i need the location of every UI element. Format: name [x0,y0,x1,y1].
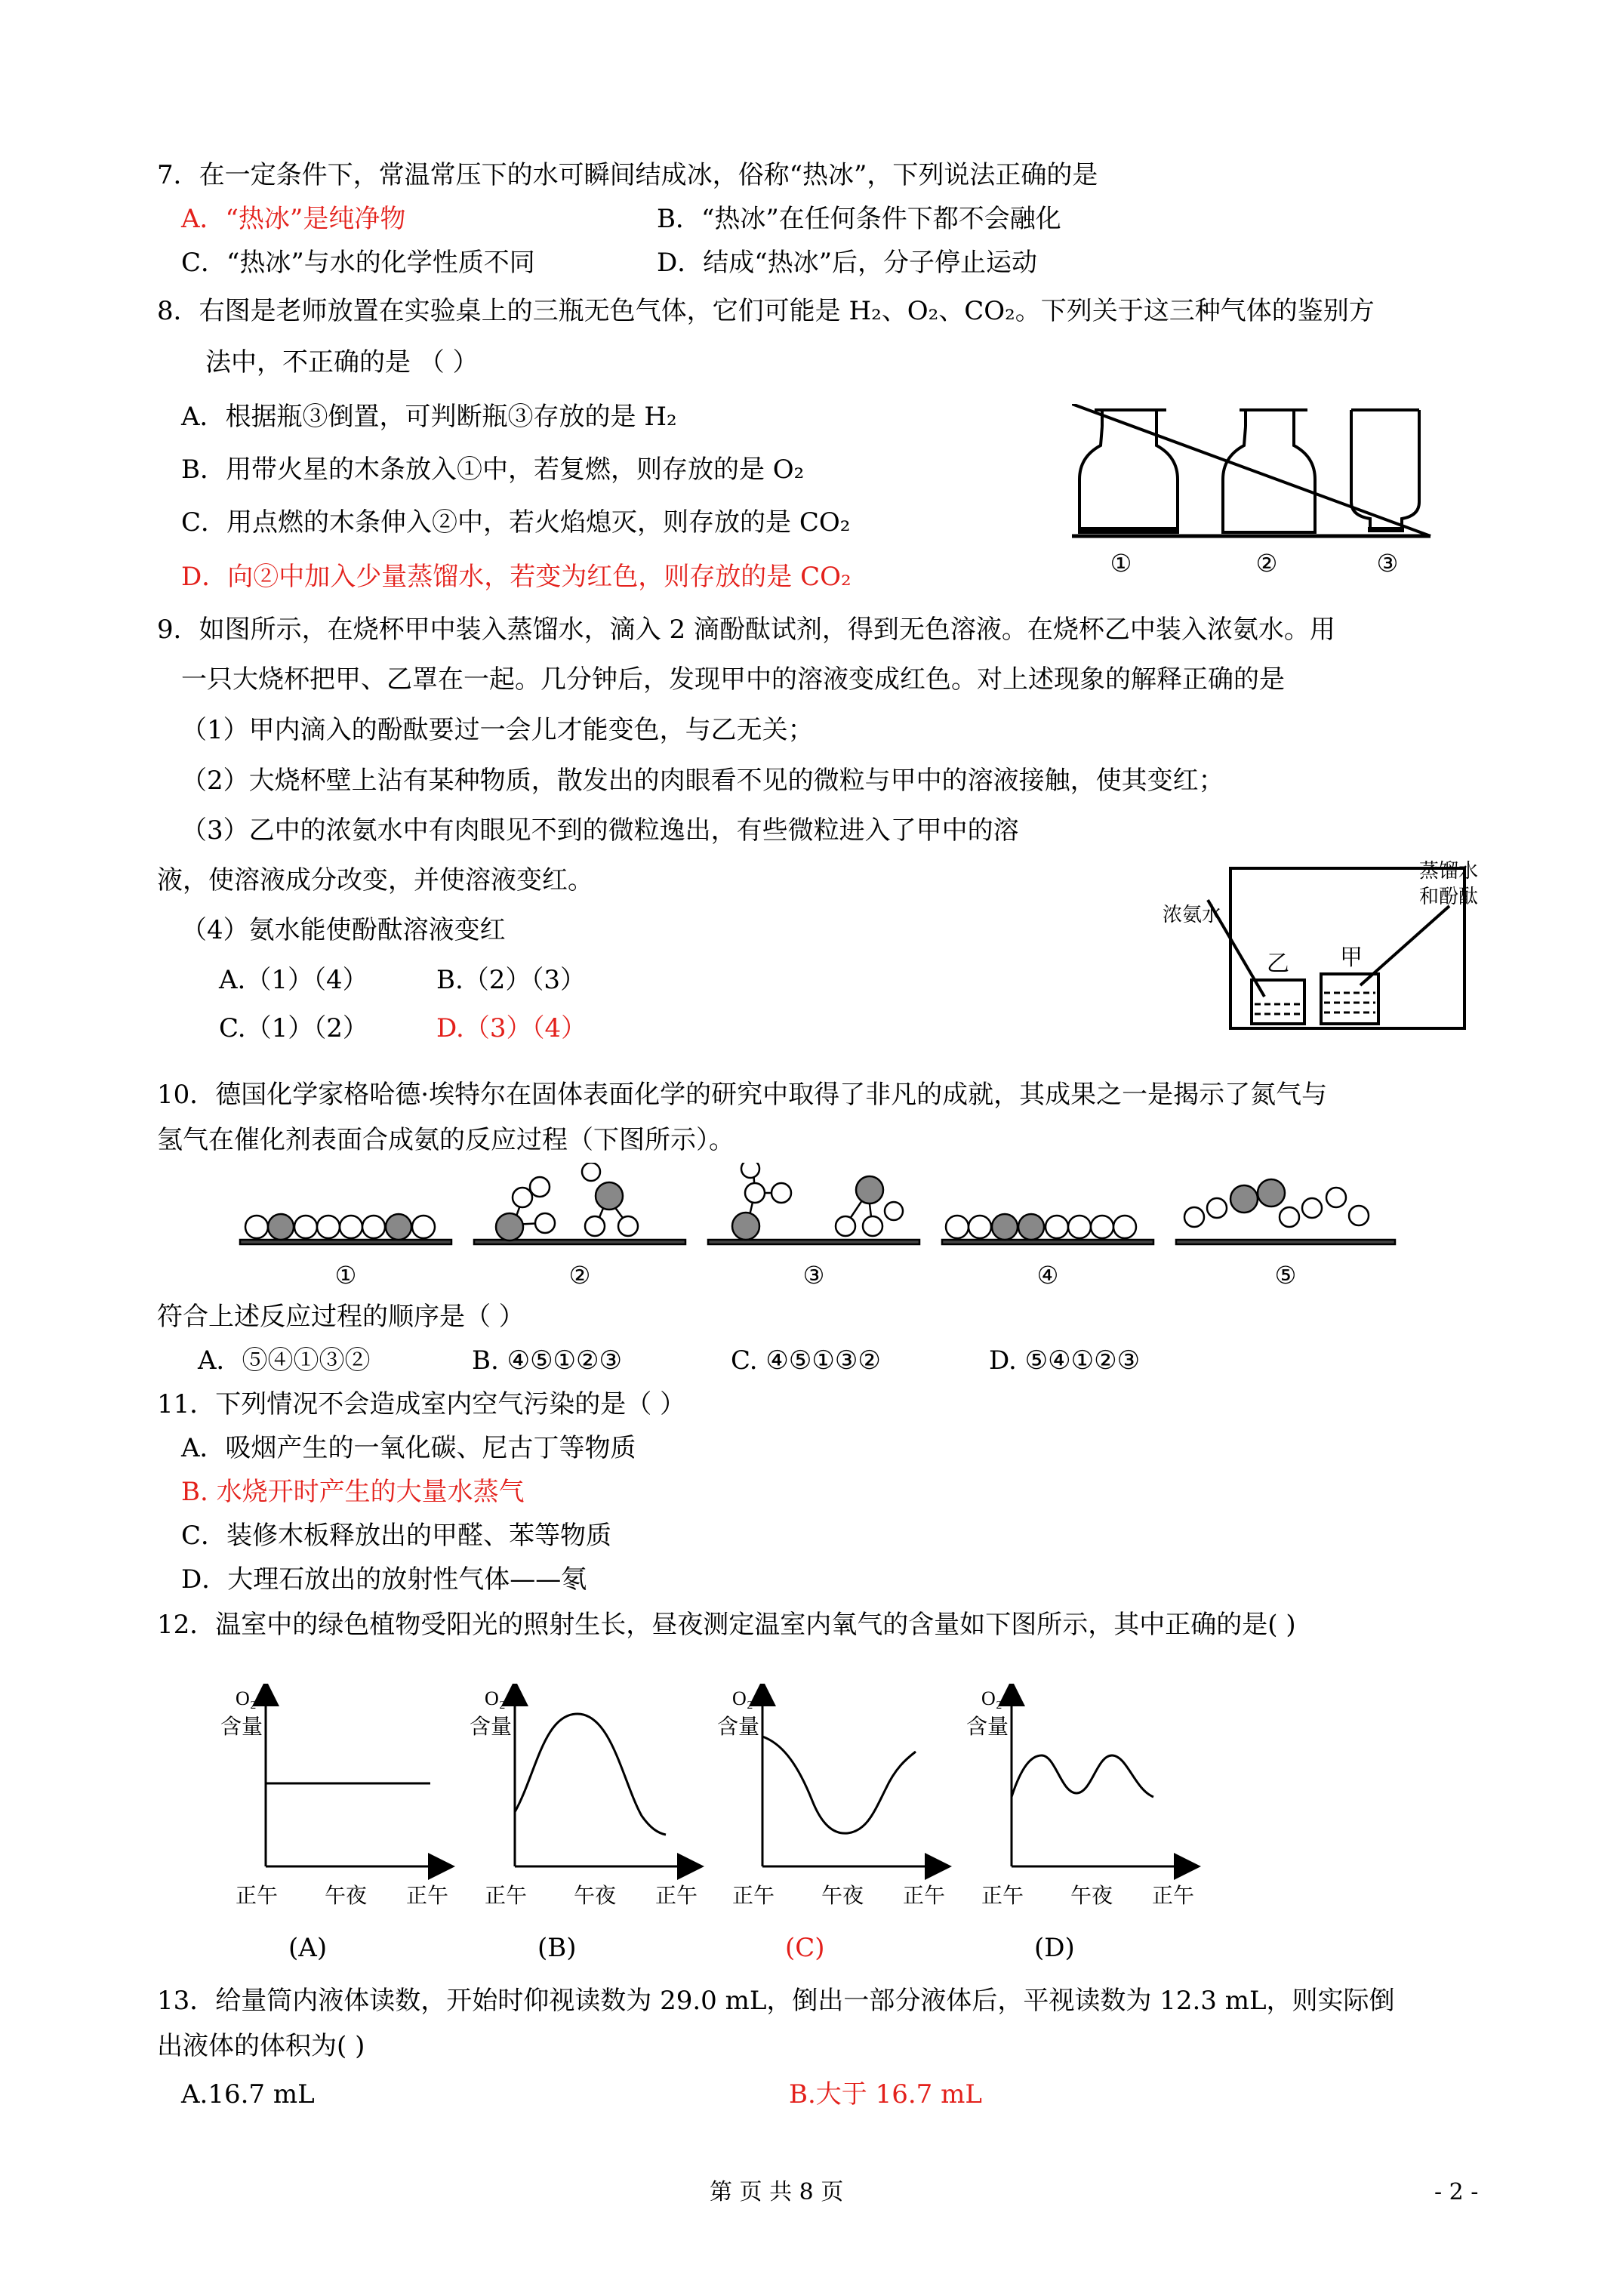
graph-d-xtick-1: 正午 [981,1885,1024,1908]
graph-c-xtick-3: 正午 [902,1885,946,1908]
q7-option-c: C．“热冰”与水的化学性质不同 [181,248,535,278]
q9-option-c: C.（1）（2） [219,1013,368,1043]
graph-b-xtick-1: 正午 [484,1885,528,1908]
stage-label-4: ④ [1036,1261,1059,1290]
label-beaker-jia: 甲 [1340,945,1363,971]
q7-stem: 7．在一定条件下，常温常压下的水可瞬间结成冰，俗称“热冰”，下列说法正确的是 [157,160,1098,190]
graph-b-xtick-3: 正午 [654,1885,698,1908]
oxygen-graphs-figure [204,1684,1238,1910]
graph-label-a: (A) [288,1933,328,1963]
q10-option-a: A．⑤④①③② [198,1345,371,1376]
graph-label-c: (C) [785,1933,825,1963]
bottle-label-1: ① [1110,549,1132,578]
footer-page-info: 第 页 共 8 页 [710,2179,844,2205]
label-distilled-water: 蒸馏水 [1419,859,1479,882]
q9-stem-line2: 一只大烧杯把甲、乙罩在一起。几分钟后，发现甲中的溶液变成红色。对上述现象的解释正确的是 [181,664,1285,695]
q8-option-b: B．用带火星的木条放入①中，若复燃，则存放的是 O₂ [181,455,805,485]
beaker-figure [1163,853,1495,1042]
q13-option-b: B.大于 16.7 mL [789,2079,982,2110]
q7-option-d: D．结成“热冰”后，分子停止运动 [657,248,1038,278]
graph-a-xtick-3: 正午 [405,1885,449,1908]
q10-option-c: C. ④⑤①③② [731,1345,881,1376]
q10-option-d: D. ⑤④①②③ [989,1345,1141,1376]
q8-stem-line2: 法中，不正确的是 （ ） [205,347,479,378]
q13-stem-line1: 13．给量筒内液体读数，开始时仰视读数为 29.0 mL，倒出一部分液体后，平视读数为 12.3 mL，则实际倒 [157,1986,1395,2016]
gas-bottles-figure [1072,404,1434,593]
q8-option-c: C．用点燃的木条伸入②中，若火焰熄灭，则存放的是 CO₂ [181,507,851,538]
footer-page-number: - 2 - [1434,2179,1479,2205]
stage-label-2: ② [568,1261,591,1290]
ammonia-synthesis-figure [234,1163,1419,1291]
q9-option-a: A.（1）（4） [219,965,368,995]
q11-option-c: C．装修木板释放出的甲醛、苯等物质 [181,1521,612,1551]
q8-option-d: D．向②中加入少量蒸馏水，若变为红色，则存放的是 CO₂ [181,562,852,592]
q9-statement-1: （1）甲内滴入的酚酞要过一会儿才能变色，与乙无关； [181,715,814,745]
graph-a-ylabel-1: O₂ [236,1687,257,1709]
label-beaker-yi: 乙 [1267,951,1289,977]
q10-stem-line2: 氢气在催化剂表面合成氨的反应过程（下图所示）。 [157,1125,735,1155]
q11-option-a: A．吸烟产生的一氧化碳、尼古丁等物质 [181,1433,636,1463]
graph-c-xtick-1: 正午 [731,1885,775,1908]
label-phenolphthalein: 和酚酞 [1419,885,1479,908]
q9-statement-3-line1: （3）乙中的浓氨水中有肉眼见不到的微粒逸出，有些微粒进入了甲中的溶 [181,815,1019,846]
q10-ask: 符合上述反应过程的顺序是（ ） [157,1302,525,1332]
q10-option-b: B. ④⑤①②③ [472,1345,623,1376]
q8-stem-line1: 8．右图是老师放置在实验桌上的三瓶无色气体，它们可能是 H₂、O₂、CO₂。下列关于这三种气体的鉴别方 [157,296,1375,326]
q7-option-b: B．“热冰”在任何条件下都不会融化 [657,204,1061,234]
stage-label-5: ⑤ [1274,1261,1297,1290]
q9-option-b: B.（2）（3） [436,965,587,995]
graph-d-xtick-3: 正午 [1151,1885,1195,1908]
q11-option-d: D．大理石放出的放射性气体——氡 [181,1564,587,1595]
graph-c-ylabel-2: 含量 [717,1715,760,1739]
q9-option-d: D.（3）（4） [436,1013,587,1043]
graph-label-d: (D) [1034,1933,1075,1963]
q12-stem: 12．温室中的绿色植物受阳光的照射生长，昼夜测定温室内氧气的含量如下图所示，其中正确的是( ) [157,1610,1296,1640]
q7-option-a: A．“热冰”是纯净物 [181,204,406,234]
q9-statement-3-line2: 液，使溶液成分改变，并使溶液变红。 [157,865,593,895]
q9-statement-4: （4）氨水能使酚酞溶液变红 [181,915,506,945]
bottle-label-3: ③ [1376,549,1399,578]
graph-d [966,1687,1194,1908]
q11-stem: 11．下列情况不会造成室内空气污染的是（ ） [157,1389,686,1419]
q9-stem-line1: 9．如图所示，在烧杯甲中装入蒸馏水，滴入 2 滴酚酞试剂，得到无色溶液。在烧杯乙中装入浓氨水。用 [157,615,1335,645]
graph-a-xtick-2: 午夜 [324,1885,368,1908]
graph-d-xtick-2: 午夜 [1070,1885,1113,1908]
bottle-label-2: ② [1255,549,1278,578]
graph-c-ylabel-1: O₂ [732,1687,753,1709]
graph-b [470,1687,698,1908]
graph-label-b: (B) [537,1933,577,1963]
stage-label-3: ③ [802,1261,825,1290]
graph-c [717,1687,945,1908]
graph-b-ylabel-2: 含量 [470,1715,513,1739]
graph-a-ylabel-2: 含量 [220,1715,263,1739]
q8-option-a: A．根据瓶③倒置，可判断瓶③存放的是 H₂ [181,402,677,432]
graph-b-xtick-2: 午夜 [573,1885,617,1908]
q11-option-b: B. 水烧开时产生的大量水蒸气 [181,1477,525,1507]
q13-stem-line2: 出液体的体积为( ) [157,2031,365,2061]
q9-statement-2: （2）大烧杯壁上沾有某种物质，散发出的肉眼看不见的微粒与甲中的溶液接触，使其变红； [181,766,1224,796]
graph-d-ylabel-1: O₂ [981,1687,1002,1709]
q10-stem-line1: 10．德国化学家格哈德·埃特尔在固体表面化学的研究中取得了非凡的成就，其成果之一是揭示了氮气与 [157,1080,1328,1110]
graph-d-ylabel-2: 含量 [966,1715,1009,1739]
stage-label-1: ① [334,1261,357,1290]
graph-c-xtick-2: 午夜 [821,1885,864,1908]
label-ammonia: 浓氨水 [1163,903,1222,926]
graph-a [220,1687,448,1908]
graph-a-xtick-1: 正午 [235,1885,279,1908]
graph-b-ylabel-1: O₂ [485,1687,506,1709]
q13-option-a: A.16.7 mL [181,2079,315,2110]
